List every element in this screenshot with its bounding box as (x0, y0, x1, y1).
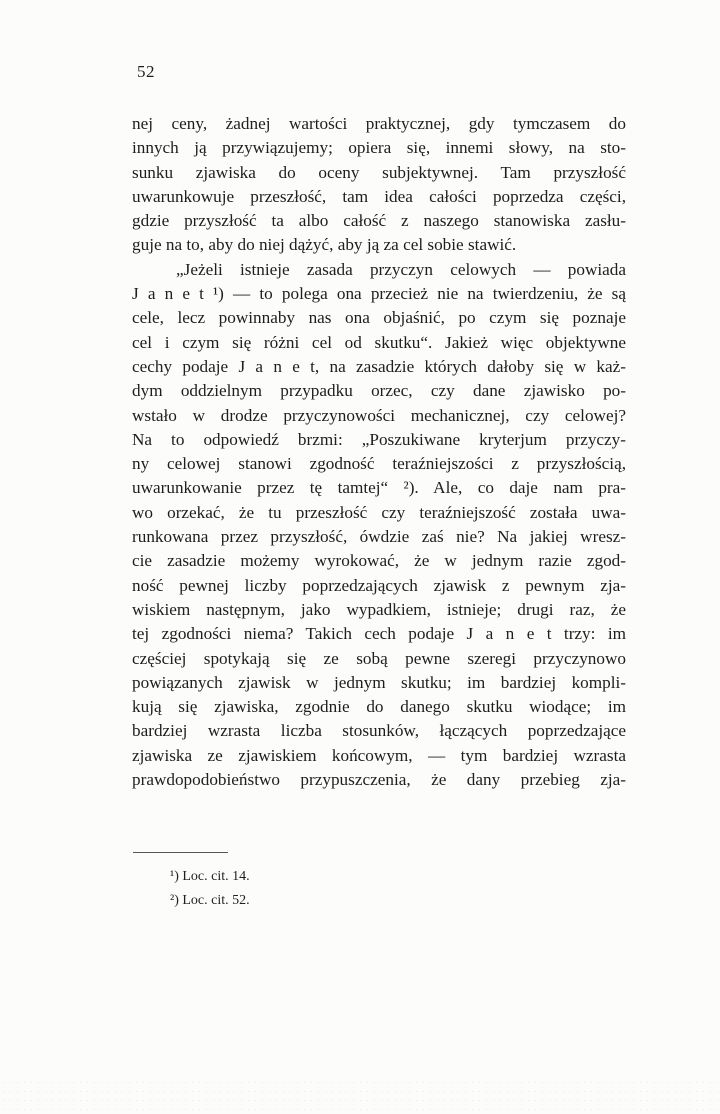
text-line: cel i czym się różni cel od skutku“. Jakież więc objektywne (132, 332, 626, 352)
body-text (132, 112, 626, 792)
text-line: powiązanych zjawisk w jednym skutku; im bardziej kompli- (132, 672, 626, 692)
text-line: „Jeżeli istnieje zasada przyczyn celowych — powiada (176, 259, 626, 279)
page-number: 52 (137, 62, 155, 81)
text-line: zjawiska ze zjawiskiem końcowym, — tym bardziej wzrasta (132, 745, 626, 765)
text-line: ny celowej stanowi zgodność teraźniejszości z przyszłością, (132, 454, 626, 474)
text-line: wstało w drodze przyczynowości mechanicznej, czy celowej? (132, 405, 626, 425)
text-line: cele, lecz powinnaby nas ona objaśnić, po czym się poznaje (132, 308, 626, 328)
text-line: sunku zjawiska do oceny subjektywnej. Tam przyszłość (132, 162, 626, 182)
footnote: ¹) Loc. cit. 14. (170, 869, 250, 884)
text-line: J a n e t ¹) — to polega ona przecież nie na twierdzeniu, że są (132, 284, 626, 304)
text-line: ność pewnej liczby poprzedzających zjawisk z pewnym zja- (132, 575, 626, 595)
text-line: nej ceny, żadnej wartości praktycznej, gdy tymczasem do (132, 114, 626, 133)
scan-noise (0, 1078, 720, 1114)
text-line: prawdopodobieństwo przypuszczenia, że dany przebieg zja- (132, 770, 626, 790)
text-line: wiskiem następnym, jako wypadkiem, istnieje; drugi raz, że (132, 599, 626, 619)
text-line: uwarunkowuje przeszłość, tam idea całości poprzedza części, (132, 186, 626, 206)
footnotes (170, 865, 250, 913)
text-line: wo orzekać, że tu przeszłość czy teraźniejszość została uwa- (132, 502, 626, 522)
text-line: cechy podaje J a n e t, na zasadzie których dałoby się w każ- (132, 356, 626, 376)
footnote-divider (133, 852, 228, 853)
text-line: innych ją przywiązujemy; opiera się, innemi słowy, na sto- (132, 138, 626, 158)
text-line: cie zasadzie możemy wyrokować, że w jednym razie zgod- (132, 551, 626, 571)
text-line: bardziej wzrasta liczba stosunków, łączących poprzedzające (132, 721, 626, 741)
footnote: ²) Loc. cit. 52. (170, 893, 250, 908)
text-line: gdzie przyszłość ta albo całość z naszego stanowiska zasłu- (132, 211, 626, 231)
text-line: tej zgodności niema? Takich cech podaje J a n e t trzy: im (132, 624, 626, 644)
text-line: częściej spotykają się ze sobą pewne szeregi przyczynowo (132, 648, 626, 668)
text-line: kują się zjawiska, zgodnie do danego skutku wiodące; im (132, 697, 626, 717)
text-line: guje na to, aby do niej dążyć, aby ją za cel sobie stawić. (132, 235, 517, 255)
text-line: dym oddzielnym przypadku orzec, czy dane zjawisko po- (132, 381, 626, 401)
text-line: uwarunkowanie przez tę tamtej“ ²). Ale, co daje nam pra- (132, 478, 626, 498)
text-line: Na to odpowiedź brzmi: „Poszukiwane kryterjum przyczy- (132, 429, 626, 449)
text-line: runkowana przez przyszłość, ówdzie zaś nie? Na jakiej wresz- (132, 527, 626, 547)
